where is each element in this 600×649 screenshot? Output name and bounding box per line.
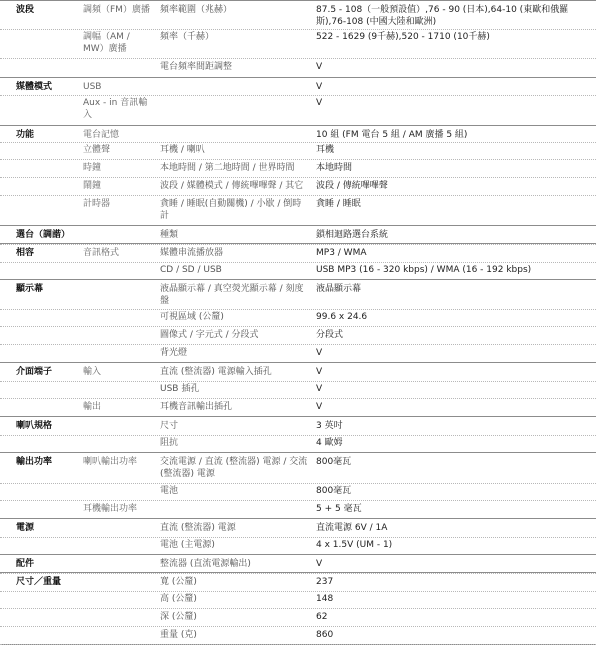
- table-row: [0, 518, 596, 538]
- spec-subcategory: 喇叭輸出功率: [83, 457, 138, 467]
- spec-section-label: 顯示幕: [16, 284, 44, 294]
- spec-item: 媒體串流播放器: [160, 248, 224, 258]
- spec-item: 電池: [160, 486, 179, 496]
- spec-subcategory: 輸出: [83, 402, 102, 412]
- spec-value: 液晶顯示幕: [316, 284, 362, 294]
- spec-subcategory: 調幅（AM / MW）廣播: [83, 32, 130, 54]
- table-row: [0, 608, 596, 627]
- table-row: [0, 28, 596, 59]
- spec-value: 鎖相迴路選台系統: [316, 230, 389, 240]
- spec-item: 背光燈: [160, 348, 188, 358]
- spec-item: 耳機 / 喇叭: [160, 145, 205, 155]
- spec-item: 圖像式 / 字元式 / 分段式: [160, 330, 259, 340]
- spec-section-label: 配件: [16, 559, 35, 569]
- table-row: [0, 380, 596, 399]
- spec-value: V: [316, 348, 323, 358]
- spec-value: V: [316, 367, 323, 377]
- table-row: [0, 94, 596, 126]
- table-row: [0, 590, 596, 609]
- spec-subcategory: 鬧鐘: [83, 181, 102, 191]
- spec-value: 237: [316, 577, 334, 587]
- spec-subcategory: 電台記憶: [83, 130, 120, 140]
- spec-value: 直流電源 6V / 1A: [316, 523, 388, 533]
- spec-value: MP3 / WMA: [316, 248, 367, 258]
- spec-value: 87.5 - 108（一般預設值）,76 - 90 (日本),64-10 (東歐和俄羅斯),76-108 (中國大陸和歐洲): [316, 5, 569, 27]
- table-row: [0, 279, 596, 310]
- spec-item: 阻抗: [160, 438, 179, 448]
- spec-value: 波段 / 傳統嗶嗶聲: [316, 181, 388, 191]
- table-row: [0, 500, 596, 519]
- spec-value: V: [316, 62, 323, 72]
- spec-item: 波段 / 媒體模式 / 傳統嗶嗶聲 / 其它: [160, 181, 304, 191]
- spec-section-label: 喇叭規格: [16, 421, 53, 431]
- spec-subcategory: 立體聲: [83, 145, 111, 155]
- spec-value: V: [316, 98, 323, 108]
- spec-item: 尺寸: [160, 421, 179, 431]
- spec-section-label: 功能: [16, 130, 35, 140]
- spec-section-label: 尺寸／重量: [16, 577, 62, 587]
- table-row: [0, 308, 596, 327]
- spec-item: CD / SD / USB: [160, 265, 222, 275]
- spec-item: 重量 (克): [160, 630, 197, 640]
- spec-value: 99.6 x 24.6: [316, 312, 368, 322]
- table-row: [0, 261, 596, 280]
- spec-section-label: 波段: [16, 5, 35, 15]
- spec-value: 本地時間: [316, 163, 353, 173]
- spec-value: 分段式: [316, 330, 344, 340]
- spec-item: 深 (公釐): [160, 612, 197, 622]
- spec-value: 5 + 5 毫瓦: [316, 504, 362, 514]
- table-row: [0, 572, 596, 592]
- spec-item: 直流 (整流器) 電源輸入插孔: [160, 367, 272, 377]
- table-row: [0, 626, 596, 645]
- spec-subcategory: 計時器: [83, 199, 111, 209]
- spec-item: 可視區域 (公釐): [160, 312, 224, 322]
- spec-value: 3 英吋: [316, 421, 343, 431]
- spec-subcategory: 輸入: [83, 367, 102, 377]
- spec-item: USB 插孔: [160, 384, 200, 394]
- spec-subcategory: 耳機輸出功率: [83, 504, 138, 514]
- table-row: [0, 326, 596, 345]
- spec-value: 522 - 1629 (9千赫),520 - 1710 (10千赫): [316, 32, 490, 42]
- table-row: [0, 141, 596, 160]
- spec-value: V: [316, 402, 323, 412]
- table-row: [0, 225, 596, 245]
- spec-item: 本地時間 / 第二地時間 / 世界時間: [160, 163, 295, 173]
- spec-value: 62: [316, 612, 328, 622]
- spec-value: 4 x 1.5V (UM - 1): [316, 540, 393, 550]
- spec-value: 148: [316, 594, 334, 604]
- spec-value: 860: [316, 630, 334, 640]
- spec-subcategory: 調頻（FM）廣播: [83, 5, 150, 15]
- table-row: [0, 159, 596, 178]
- spec-item: 液晶顯示幕 / 真空熒光顯示幕 / 刻度盤: [160, 284, 304, 306]
- table-row: [0, 362, 596, 382]
- spec-value: 耳機: [316, 145, 335, 155]
- spec-item: 耳機音訊輸出插孔: [160, 402, 233, 412]
- spec-item: 寬 (公釐): [160, 577, 197, 587]
- spec-value: 10 組 (FM 電台 5 組 / AM 廣播 5 組): [316, 130, 468, 140]
- table-row: [0, 554, 596, 574]
- spec-item: 整流器 (直流電源輸出): [160, 559, 251, 569]
- spec-item: 交流電源 / 直流 (整流器) 電源 / 交流 (整流器) 電源: [160, 457, 308, 479]
- spec-section-label: 輸出功率: [16, 457, 53, 467]
- spec-subcategory: USB: [83, 82, 102, 92]
- spec-item: 高 (公釐): [160, 594, 197, 604]
- spec-subcategory: 時鐘: [83, 163, 102, 173]
- spec-item: 直流 (整流器) 電源: [160, 523, 236, 533]
- spec-item: 貪睡 / 睡眠(自動關機) / 小歇 / 倒時計: [160, 199, 302, 221]
- spec-value: V: [316, 82, 323, 92]
- table-row: [0, 452, 596, 484]
- table-row: [0, 58, 596, 78]
- spec-item: 種類: [160, 230, 179, 240]
- spec-value: V: [316, 559, 323, 569]
- spec-item: 電池 (主電源): [160, 540, 215, 550]
- spec-subcategory: Aux - in 音訊輸入: [83, 98, 148, 120]
- spec-value: 800毫瓦: [316, 486, 352, 496]
- table-row: [0, 536, 596, 555]
- spec-item: 頻率（千赫）: [160, 32, 215, 42]
- spec-section-label: 電源: [16, 523, 35, 533]
- spec-value: V: [316, 384, 323, 394]
- spec-value: 貪睡 / 睡眠: [316, 199, 361, 209]
- spec-item: 電台頻率間距調整: [160, 62, 233, 72]
- table-row: [0, 177, 596, 196]
- table-row: [0, 243, 596, 263]
- spec-item: 頻率範圍（兆赫）: [160, 5, 233, 15]
- spec-section-label: 介面端子: [16, 367, 53, 377]
- table-row: [0, 398, 596, 417]
- spec-section-label: 選台（調諧）: [16, 230, 71, 240]
- spec-section-label: 媒體模式: [16, 82, 53, 92]
- table-row: [0, 434, 596, 453]
- table-row: [0, 195, 596, 226]
- table-row: [0, 344, 596, 363]
- spec-section-label: 相容: [16, 248, 35, 258]
- spec-value: 4 歐姆: [316, 438, 343, 448]
- table-row: [0, 416, 596, 436]
- spec-value: 800毫瓦: [316, 457, 352, 467]
- spec-subcategory: 音訊格式: [83, 248, 120, 258]
- spec-value: USB MP3 (16 - 320 kbps) / WMA (16 - 192 kbps): [316, 265, 532, 275]
- table-row: [0, 482, 596, 501]
- table-row: [0, 0, 596, 30]
